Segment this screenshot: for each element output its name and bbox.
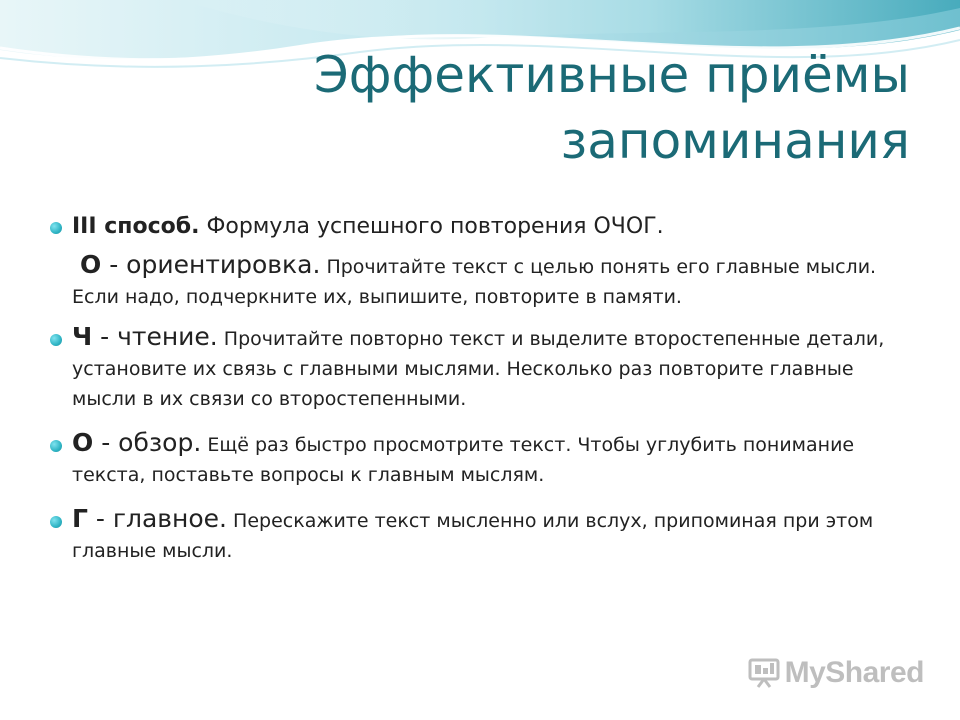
item-text: Прочитайте текст с целью понять его главные мысли. Если надо, подчеркните их, выпишите, повторите в памяти. xyxy=(72,256,877,308)
list-item xyxy=(62,504,912,566)
bullet-icon xyxy=(50,516,62,528)
item-text: Перескажите текст мысленно или вслух, припоминая при этом главные мысли. xyxy=(72,510,874,562)
title-line-1: Эффективные приёмы xyxy=(313,46,910,104)
watermark-text: MyShared xyxy=(784,656,924,689)
watermark-logo xyxy=(747,655,924,691)
bullet-icon xyxy=(50,334,62,346)
item-text: Формула успешного повторения ОЧОГ. xyxy=(199,214,664,239)
item-letter: Г xyxy=(72,504,88,533)
title-line-2: запоминания xyxy=(560,112,910,170)
item-heading: - обзор. xyxy=(93,428,202,457)
item-heading: - главное. xyxy=(87,504,227,533)
item-text: Прочитайте повторно текст и выделите второстепенные детали, установите их связь с главными мыслями. Несколько раз повторите главные мысли в их связи со второстепенными. xyxy=(72,328,885,410)
item-lead: III способ. xyxy=(72,214,200,239)
item-letter: О xyxy=(72,428,94,457)
slide-content xyxy=(62,210,912,566)
list-item xyxy=(62,322,912,414)
list-item xyxy=(62,250,912,312)
list-item xyxy=(62,428,912,490)
list-item xyxy=(62,210,912,244)
presentation-screen-icon xyxy=(747,656,781,690)
bullet-icon xyxy=(50,222,62,234)
slide-title xyxy=(50,42,910,174)
item-letter: Ч xyxy=(72,322,93,351)
bullet-icon xyxy=(50,440,62,452)
item-heading: - ориентировка. xyxy=(101,250,321,279)
item-letter: О xyxy=(80,250,102,279)
item-text: Ещё раз быстро просмотрите текст. Чтобы углубить понимание текста, поставьте вопросы к главным мыслям. xyxy=(72,434,855,486)
item-heading: - чтение. xyxy=(92,322,218,351)
